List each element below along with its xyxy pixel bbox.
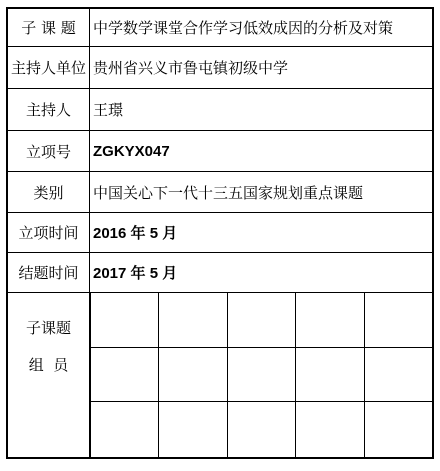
host-unit-row	[8, 47, 432, 89]
member-cell	[227, 293, 295, 348]
member-cell	[364, 293, 432, 348]
project-number-row	[8, 131, 432, 172]
category-label: 类别	[8, 172, 90, 212]
start-date-value: 2016 年 5 月	[93, 225, 178, 242]
member-cell	[364, 402, 432, 457]
members-section	[8, 293, 432, 457]
member-cell	[158, 348, 226, 403]
subject-row	[8, 9, 432, 47]
subject-label: 子 课 题	[8, 9, 90, 46]
category-value: 中国关心下一代十三五国家规划重点课题	[93, 183, 364, 202]
host-unit-value: 贵州省兴义市鲁屯镇初级中学	[93, 59, 289, 77]
end-date-label: 结题时间	[8, 253, 90, 292]
project-info-table	[6, 7, 434, 459]
member-cell	[295, 293, 363, 348]
host-unit-label: 主持人单位	[8, 47, 90, 88]
host-value: 王璟	[93, 101, 124, 119]
members-label-line1: 子课题	[25, 319, 71, 337]
category-row	[8, 172, 432, 213]
project-number-label: 立项号	[8, 131, 90, 171]
members-label-line2: 组 员	[28, 356, 69, 374]
start-date-label: 立项时间	[8, 213, 90, 252]
host-row	[8, 89, 432, 131]
end-date-value: 2017 年 5 月	[93, 265, 178, 282]
member-cell	[90, 402, 158, 457]
member-cell	[158, 293, 226, 348]
member-cell	[295, 348, 363, 403]
project-number-value: ZGKYX047	[93, 142, 170, 160]
member-cell	[158, 402, 226, 457]
member-cell	[227, 402, 295, 457]
member-cell	[90, 293, 158, 348]
member-cell	[364, 348, 432, 403]
start-date-row	[8, 213, 432, 253]
member-cell	[295, 402, 363, 457]
subject-value: 中学数学课堂合作学习低效成因的分析及对策	[93, 19, 394, 37]
member-cell	[227, 348, 295, 403]
members-grid	[90, 293, 432, 457]
members-label	[8, 293, 90, 457]
end-date-row	[8, 253, 432, 293]
host-label: 主持人	[8, 89, 90, 130]
member-cell	[90, 348, 158, 403]
